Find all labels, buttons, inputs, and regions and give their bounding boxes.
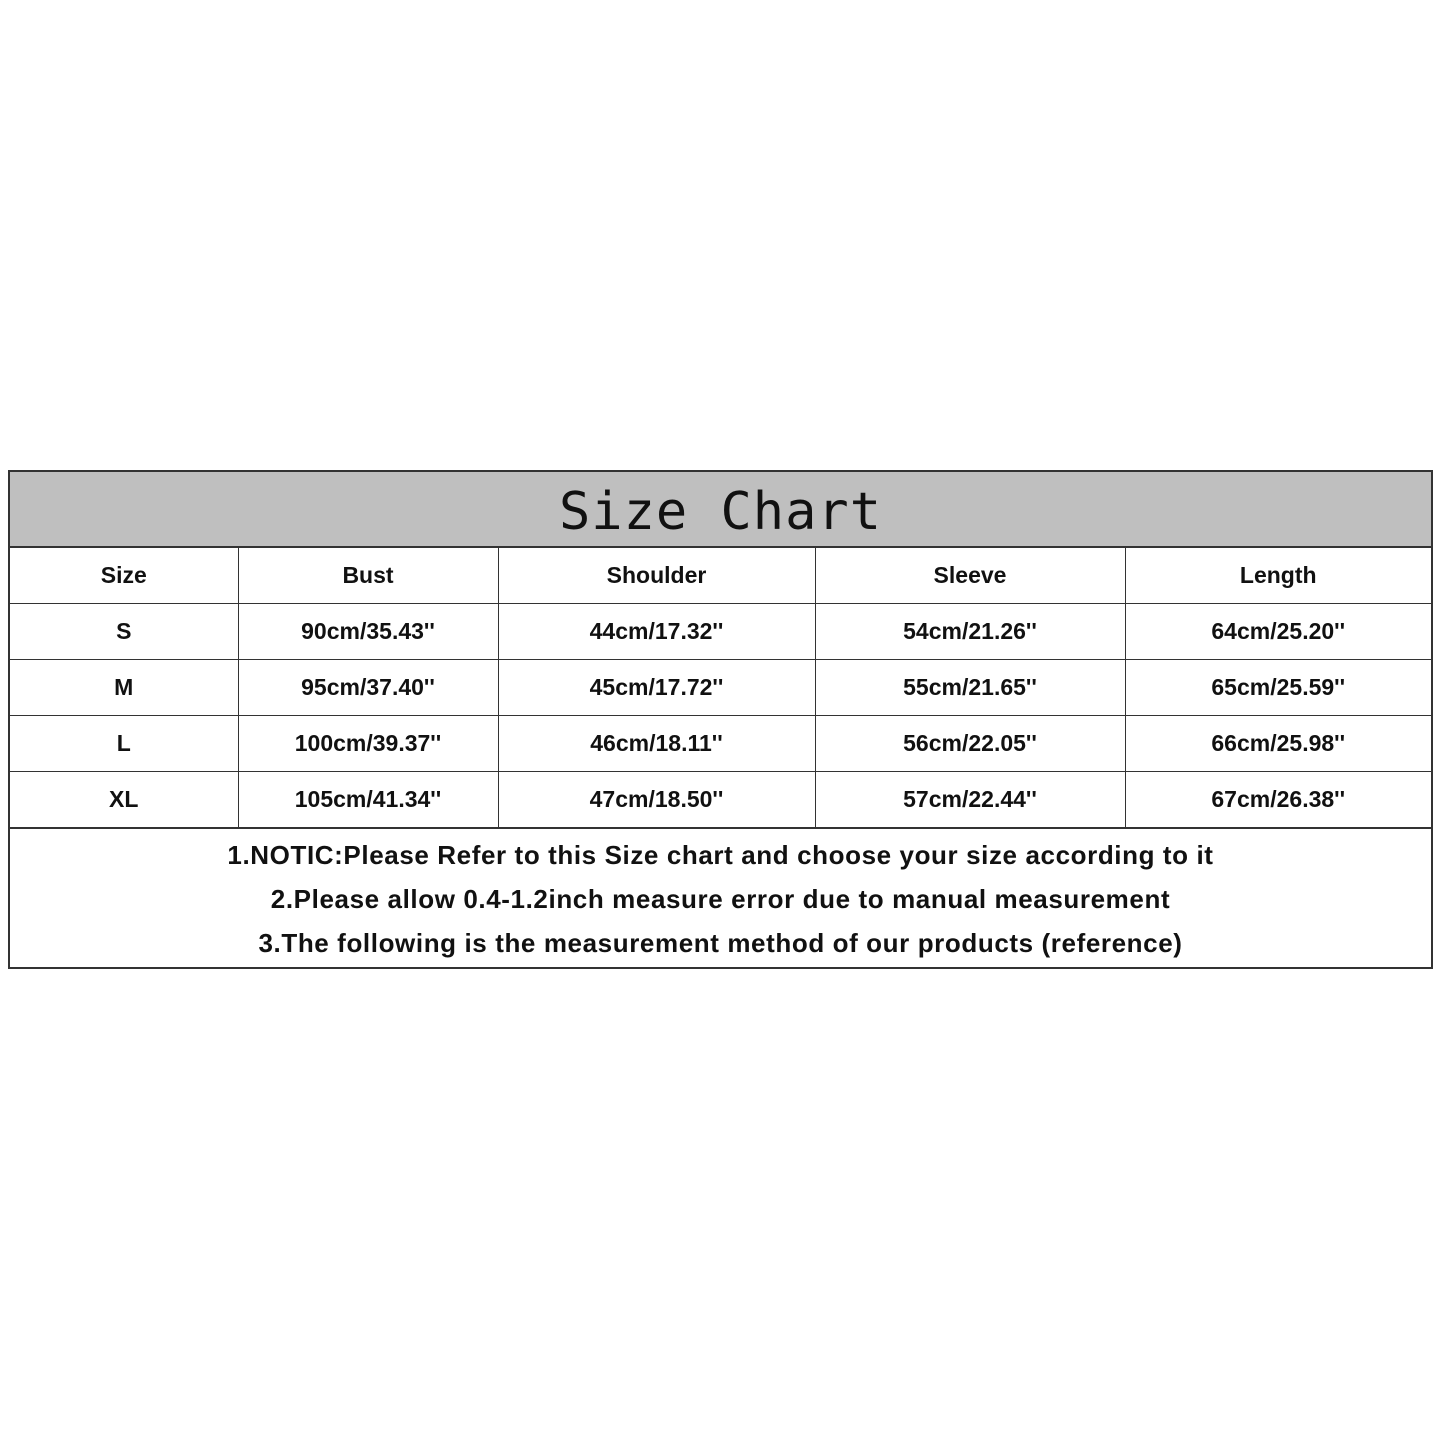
size-table <box>10 548 1431 828</box>
cell-length: 66cm/25.98'' <box>1125 715 1431 771</box>
cell-bust: 105cm/41.34'' <box>238 771 498 827</box>
table-row <box>10 603 1431 659</box>
column-header-size: Size <box>10 548 238 603</box>
cell-shoulder: 44cm/17.32'' <box>498 603 815 659</box>
cell-sleeve: 54cm/21.26'' <box>815 603 1125 659</box>
cell-sleeve: 57cm/22.44'' <box>815 771 1125 827</box>
cell-size: M <box>10 659 238 715</box>
cell-size: L <box>10 715 238 771</box>
table-row <box>10 771 1431 827</box>
cell-length: 65cm/25.59'' <box>1125 659 1431 715</box>
note-2: 2.Please allow 0.4-1.2inch measure error due to manual measurement <box>270 883 1171 914</box>
note-1: 1.NOTIC:Please Refer to this Size chart and choose your size according to it <box>227 839 1214 870</box>
note-3: 3.The following is the measurement method of our products (reference) <box>258 927 1183 958</box>
cell-bust: 100cm/39.37'' <box>238 715 498 771</box>
cell-size: XL <box>10 771 238 827</box>
cell-bust: 90cm/35.43'' <box>238 603 498 659</box>
column-header-sleeve: Sleeve <box>815 548 1125 603</box>
column-header-length: Length <box>1125 548 1431 603</box>
cell-shoulder: 45cm/17.72'' <box>498 659 815 715</box>
cell-length: 67cm/26.38'' <box>1125 771 1431 827</box>
cell-bust: 95cm/37.40'' <box>238 659 498 715</box>
size-chart <box>8 470 1433 969</box>
title-bar <box>10 472 1431 548</box>
chart-title: Size Chart <box>558 482 883 542</box>
cell-sleeve: 55cm/21.65'' <box>815 659 1125 715</box>
table-row <box>10 659 1431 715</box>
column-header-shoulder: Shoulder <box>498 548 815 603</box>
cell-shoulder: 47cm/18.50'' <box>498 771 815 827</box>
cell-length: 64cm/25.20'' <box>1125 603 1431 659</box>
notes-section <box>10 828 1431 965</box>
cell-size: S <box>10 603 238 659</box>
column-header-bust: Bust <box>238 548 498 603</box>
table-row <box>10 715 1431 771</box>
cell-shoulder: 46cm/18.11'' <box>498 715 815 771</box>
table-header-row <box>10 548 1431 603</box>
cell-sleeve: 56cm/22.05'' <box>815 715 1125 771</box>
